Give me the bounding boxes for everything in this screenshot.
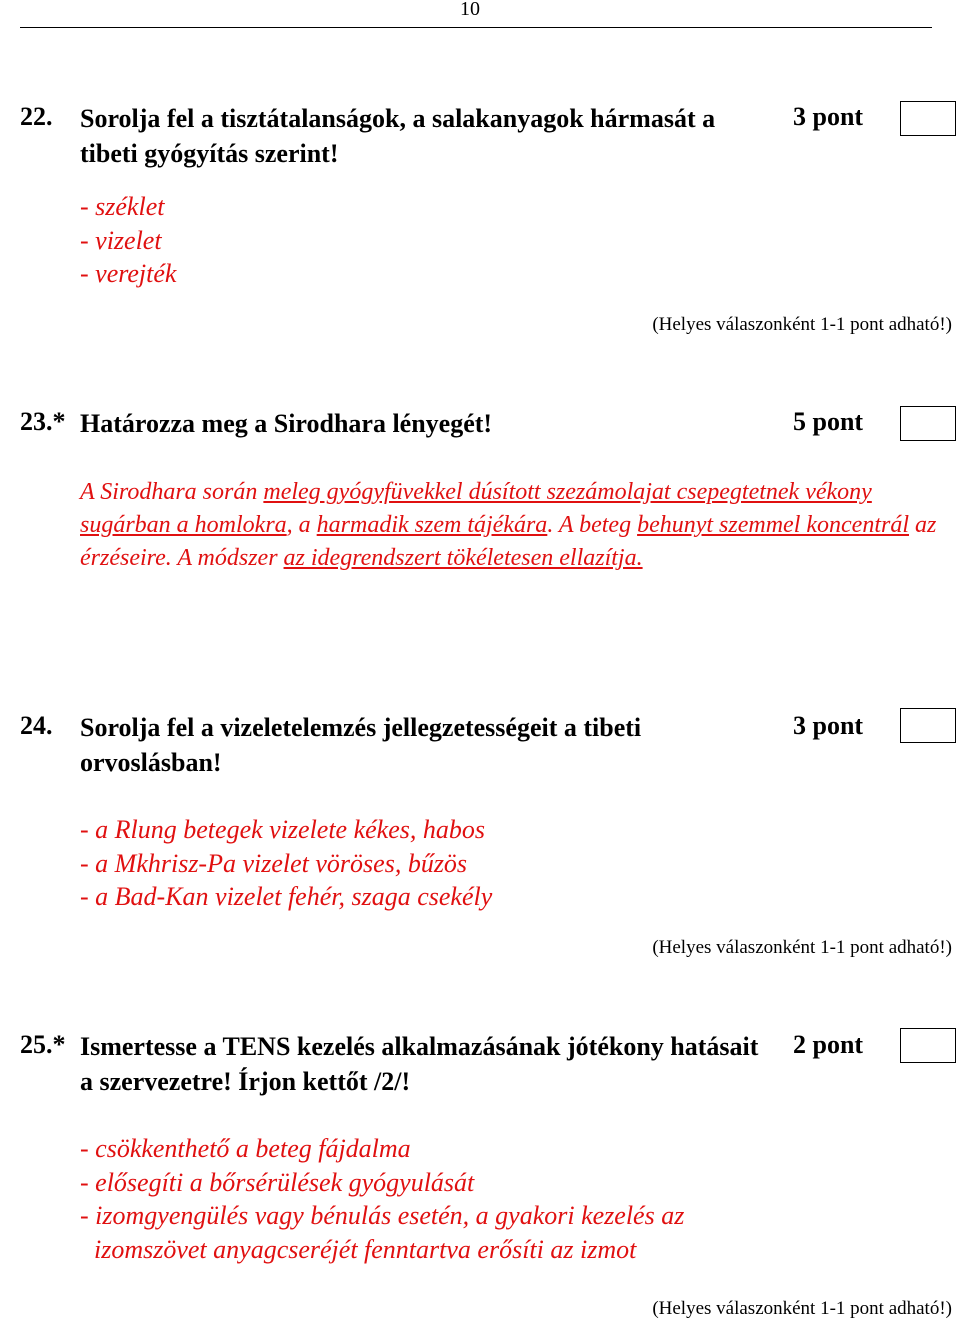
question-25-number: 25.*: [20, 1030, 66, 1059]
question-24-points: 3 pont: [793, 711, 864, 740]
answer-text: az érzéseire. A módszer: [80, 512, 937, 571]
answer-text: , a: [286, 512, 317, 538]
answer-item: - a Bad-Kan vizelet fehér, szaga csekély: [80, 882, 493, 911]
question-25-scoring-note: (Helyes válaszonként 1-1 pont adható!): [652, 1298, 952, 1319]
answer-text: A Sirodhara során: [80, 479, 264, 505]
answer-key-phrase: behunyt szemmel koncentrál: [637, 512, 909, 538]
question-22-answers: [80, 190, 176, 291]
question-23-answer-paragraph: [80, 476, 942, 575]
answer-item: - izomgyengülés vagy bénulás esetén, a gyakori kezelés az: [80, 1201, 685, 1230]
answer-item: - vizelet: [80, 225, 162, 255]
question-24-text: Sorolja fel a vizeletelemzés jellegzetességeit a tibeti orvoslásban!: [80, 713, 642, 777]
question-24-number: 24.: [20, 711, 53, 740]
question-22-points: 3 pont: [793, 102, 864, 131]
answer-item-continuation: izomszövet anyagcseréjét fenntartva erősíti az izmot: [94, 1234, 637, 1264]
question-23-score-box[interactable]: [900, 406, 956, 441]
header-rule: [20, 27, 932, 28]
question-22-score-box[interactable]: [900, 101, 956, 136]
question-24-score-box[interactable]: [900, 708, 956, 743]
question-25-text: Ismertesse a TENS kezelés alkalmazásának jótékony hatásait a szervezetre! Írjon kettőt /2/!: [80, 1032, 759, 1096]
question-23-text: Határozza meg a Sirodhara lényegét!: [80, 409, 493, 438]
question-22-number: 22.: [20, 102, 53, 131]
answer-item: - széklet: [80, 192, 165, 221]
page-number: 10: [460, 0, 480, 20]
answer-key-phrase: az idegrendszert tökéletesen ellazítja.: [283, 545, 643, 571]
answer-item: - a Rlung betegek vizelete kékes, habos: [80, 815, 485, 844]
answer-item: - verejték: [80, 259, 177, 288]
question-24-scoring-note: (Helyes válaszonként 1-1 pont adható!): [652, 937, 952, 958]
answer-key-phrase: harmadik szem tájékára: [316, 512, 548, 538]
answer-text: . A beteg: [547, 512, 638, 538]
question-25-points: 2 pont: [793, 1030, 864, 1059]
answer-item: - csökkenthető a beteg fájdalma: [80, 1134, 411, 1163]
question-23-number: 23.*: [20, 407, 66, 436]
question-24-answers: [80, 813, 492, 914]
question-22-scoring-note: (Helyes válaszonként 1-1 pont adható!): [652, 314, 952, 335]
question-22-text: Sorolja fel a tisztátalanságok, a salakanyagok hármasát a tibeti gyógyítás szerint!: [80, 104, 716, 168]
answer-item: - elősegíti a bőrsérülések gyógyulását: [80, 1167, 475, 1197]
question-25-score-box[interactable]: [900, 1028, 956, 1063]
answer-key-phrase: meleg gyógyfüvekkel dúsított szezámolajat csepegtetnek vékony sugárban a homlokra: [80, 479, 872, 538]
answer-item: - a Mkhrisz-Pa vizelet vöröses, bűzös: [80, 848, 468, 878]
question-23-points: 5 pont: [793, 407, 864, 436]
question-25-answers: [80, 1132, 684, 1266]
